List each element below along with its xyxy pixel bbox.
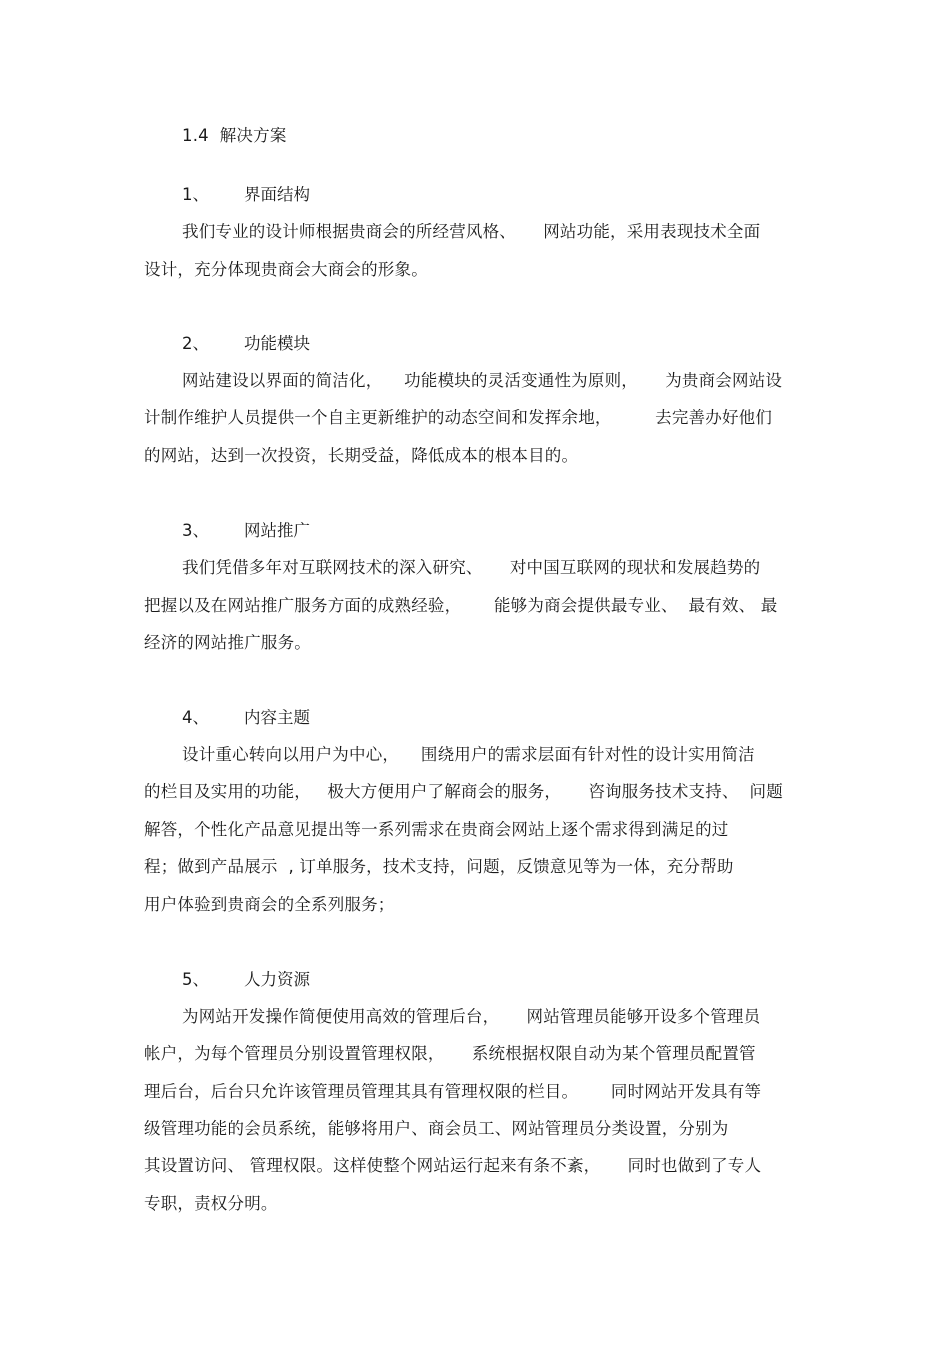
paragraph-line: 程；做到产品展示 , 订单服务，技术支持，问题，反馈意见等为一体，充分帮助 [144, 857, 734, 876]
paragraph-line: 其设置访问、 管理权限。这样使整个网站运行起来有条不紊， 同时也做到了专人 [144, 1156, 762, 1175]
paragraph-line: 的网站，达到一次投资，长期受益，降低成本的根本目的。 [144, 446, 579, 465]
item-number: 1、 [182, 185, 209, 204]
paragraph-line: 帐户，为每个管理员分别设置管理权限， 系统根据权限自动为某个管理员配置管 [144, 1044, 756, 1063]
item-heading: 网站推广 [244, 521, 310, 540]
paragraph-line: 把握以及在网站推广服务方面的成熟经验， 能够为商会提供最专业、 最有效、 最 [144, 596, 778, 615]
paragraph-line: 计制作维护人员提供一个自主更新维护的动态空间和发挥余地， 去完善办好他们 [144, 408, 773, 427]
paragraph-line: 为网站开发操作简便使用高效的管理后台， 网站管理员能够开设多个管理员 [182, 1007, 761, 1026]
item-heading: 界面结构 [244, 185, 310, 204]
paragraph-line: 网站建设以界面的简洁化， 功能模块的灵活变通性为原则， 为贵商会网站设 [182, 371, 783, 390]
paragraph-line: 专职，责权分明。 [144, 1194, 278, 1213]
item-heading: 内容主题 [244, 708, 310, 727]
paragraph-line: 用户体验到贵商会的全系列服务； [144, 895, 395, 914]
paragraph-line: 解答，个性化产品意见提出等一系列需求在贵商会网站上逐个需求得到满足的过 [144, 820, 729, 839]
section-title: 1.4 解决方案 [182, 126, 287, 145]
paragraph-line: 设计，充分体现贵商会大商会的形象。 [144, 260, 428, 279]
item-number: 5、 [182, 970, 209, 989]
item-heading: 功能模块 [244, 334, 310, 353]
item-number: 3、 [182, 521, 209, 540]
paragraph-line: 级管理功能的会员系统，能够将用户、商会员工、网站管理员分类设置，分别为 [144, 1119, 729, 1138]
paragraph-line: 理后台，后台只允许该管理员管理其具有管理权限的栏目。 同时网站开发具有等 [144, 1082, 762, 1101]
item-number: 2、 [182, 334, 209, 353]
paragraph-line: 设计重心转向以用户为中心， 围绕用户的需求层面有针对性的设计实用简洁 [182, 745, 755, 764]
paragraph-line: 的栏目及实用的功能， 极大方便用户了解商会的服务， 咨询服务技术支持、 问题 [144, 782, 783, 801]
item-heading: 人力资源 [244, 970, 310, 989]
paragraph-line: 我们凭借多年对互联网技术的深入研究、 对中国互联网的现状和发展趋势的 [182, 558, 761, 577]
item-number: 4、 [182, 708, 209, 727]
paragraph-line: 经济的网站推广服务。 [144, 633, 311, 652]
paragraph-line: 我们专业的设计师根据贵商会的所经营风格、 网站功能，采用表现技术全面 [182, 222, 761, 241]
